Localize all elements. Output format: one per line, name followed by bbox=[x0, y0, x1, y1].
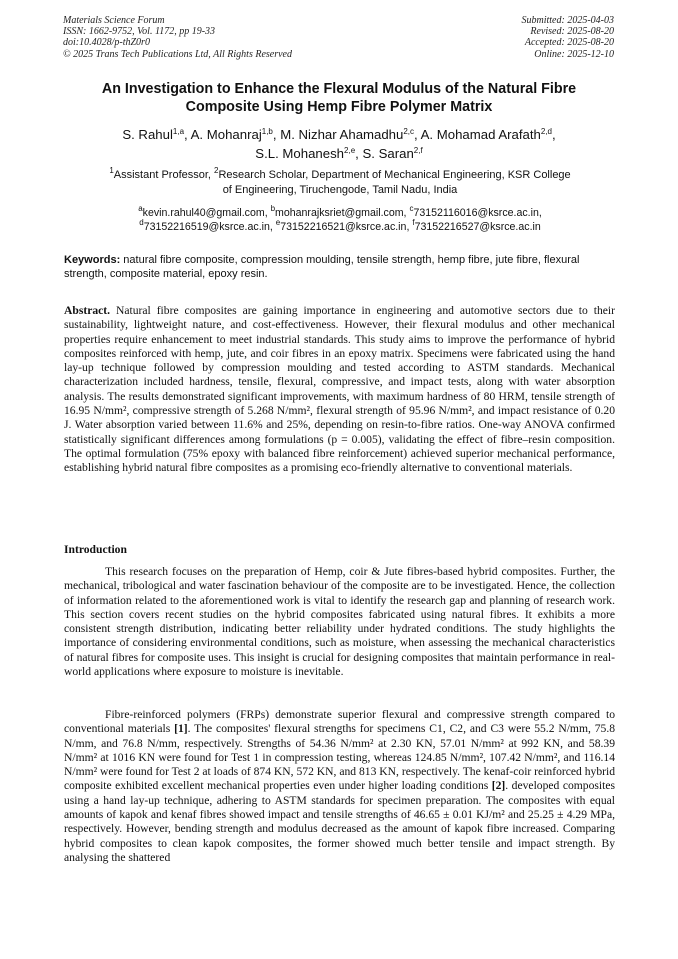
author-emails: $^a$kevin.rahul40@gmail.com, $^b$mohanrajksriet@gmail.com, $^c$73152116016@ksrce.ac.in, $^d$73152216519@ksrce.ac.in, $^e$73152216521@ksrce.ac.in, $^f$73152216527@ksrce.ac.in bbox=[138, 204, 542, 233]
keywords bbox=[64, 253, 616, 281]
email-c[interactable]: $^c$73152116016@ksrce.ac.in bbox=[409, 204, 539, 219]
citation-2[interactable]: [2] bbox=[491, 779, 506, 793]
email-a[interactable]: $^a$kevin.rahul40@gmail.com bbox=[138, 204, 265, 219]
paper-title bbox=[60, 80, 618, 116]
author-list bbox=[55, 125, 623, 163]
introduction-paragraph-1: This research focuses on the preparation of Hemp, coir & Jute fibres-based hybrid composites. Further, the mechanical, tribological and water fascination behaviour of the composite are to be investigated. Hence, the collection of information related to the aforementioned work is vital to identify the research gap and planning of research work. This section covers recent studies on the hybrid composites fabricated using natural fibres. It exhibits a more consistent strength distribution, indicating better reliability under hydrated conditions. The study highlights the importance of considering environmental conditions, such as moisture, when assessing the mechanical characteristics of natural fibres for composite uses. This insight is crucial for designing composites that maintain performance in real-world applications where exposure to moisture is inevitable. bbox=[64, 565, 615, 679]
citation-1[interactable]: [1] bbox=[174, 722, 188, 736]
online-date: Online: 2025-12-10 bbox=[534, 48, 614, 60]
author-4: A. Mohamad Arafath$^{2,d}$, bbox=[420, 127, 556, 142]
keywords-label: Keywords: bbox=[64, 254, 121, 266]
email-e[interactable]: $^e$73152216521@ksrce.ac.in bbox=[275, 218, 407, 233]
title-line-2: Composite Using Hemp Fibre Polymer Matrix bbox=[185, 99, 493, 115]
journal-name: Materials Science Forum bbox=[63, 15, 165, 26]
introduction-heading: Introduction bbox=[64, 543, 127, 556]
author-2: A. Mohanraj$^{1,b}$, bbox=[190, 127, 281, 142]
publication-dates bbox=[522, 15, 615, 60]
abstract-text: Natural fibre composites are gaining importance in engineering and automotive sectors due to their sustainability, lightweight nature, and cost-effectiveness. However, their flexural modulus and other mechanical properties require enhancement to meet industrial standards. This study aims to improve the performance of hybrid composites reinforced with hemp, jute, and coir fibres in an epoxy matrix. Specimens were fabricated using the hand lay-up technique followed by compression moulding and tested according to ASTM standards. Mechanical characterization included hardness, tensile, flexural, compressive, and impact tests, along with water absorption analysis. The results demonstrated significant improvements, with maximum hardness of 80 HRM, tensile strength of 16.95 N/mm², compressive strength of 5.268 N/mm², flexural strength of 95.96 N/mm², and impact resistance of 0.20 J. Water absorption varied between 11.6% and 25%, depending on resin-to-fibre ratios. One-way ANOVA confirmed statistically significant differences among formulations (p = 0.005), validating the effect of fibre–resin composition. The optimal formulation (75% epoxy with balanced fibre reinforcement) achieved superior mechanical performance, establishing hybrid natural fibre composites as a promising eco-friendly alternative to conventional materials. bbox=[64, 304, 615, 475]
introduction-paragraph-2: Fibre-reinforced polymers (FRPs) demonstrate superior flexural and compressive strength compared to conventional materials [1]. The composites' flexural strengths for specimens C1, C2, and C3 were 55.2 N/mm, 75.8 N/mm, and 76.8 N/mm, respectively. Strengths of 54.36 N/mm² at 2.30 KN, 57.01 N/mm² at 992 KN, and 58.39 N/mm² at 1016 KN were found for Test 1 in compression testing, whereas 124.85 N/mm², 107.42 N/mm², and 116.14 N/mm² were found for Test 2 at loads of 874 KN, 572 KN, and 813 KN, respectively. The kenaf-coir reinforced hybrid composite exhibited excellent mechanical properties even under higher loading conditions [2]. developed composites using a hand lay-up technique, adhering to ASTM standards for specimen preparation. The composites with equal amounts of kapok and kenaf fibres showed impact and tensile strengths of 46.65 ± 0.01 KJ/m² and 25.25 ± 4.29 MPa, respectively. However, bending strength and modulus decreased as the amount of kapok fibre increased. Comparing hybrid composites to clean kapok composites, the former showed much better tensile and impact strength. By analysing the shattered bbox=[64, 708, 616, 864]
email-d[interactable]: $^d$73152216519@ksrce.ac.in bbox=[139, 218, 270, 233]
issn-volume: ISSN: 1662-9752, Vol. 1172, pp 19-33 bbox=[63, 26, 216, 38]
author-3: M. Nizhar Ahamadhu$^{2,c}$, bbox=[280, 127, 421, 142]
abstract-label: Abstract. bbox=[64, 304, 111, 317]
affiliation-line-2: of Engineering, Tiruchengode, Tamil Nadu, India bbox=[222, 183, 458, 196]
revised-date: Revised: 2025-08-20 bbox=[530, 26, 614, 38]
abstract bbox=[64, 304, 615, 476]
author-5: S.L. Mohanesh$^{2,e}$, bbox=[255, 146, 363, 161]
keywords-text: natural fibre composite, compression moulding, tensile strength, hemp fibre, jute fibre, flexural strength, composite material, epoxy resin. bbox=[64, 254, 580, 280]
title-line-1: An Investigation to Enhance the Flexural Modulus of the Natural Fibre bbox=[101, 81, 577, 97]
affiliation bbox=[64, 168, 616, 197]
author-6: S. Saran$^{2,f}$ bbox=[362, 146, 423, 161]
doi[interactable]: doi:10.4028/p-thZ0r0 bbox=[63, 37, 150, 49]
email-b[interactable]: $^b$mohanrajksriet@gmail.com bbox=[270, 204, 404, 219]
copyright: © 2025 Trans Tech Publications Ltd, All Rights Reserved bbox=[63, 48, 292, 60]
journal-header bbox=[63, 15, 292, 60]
submitted-date: Submitted: 2025-04-03 bbox=[521, 15, 614, 26]
affiliation-line-1: $^1$Assistant Professor, $^2$Research Scholar, Department of Mechanical Engineering, KSR College bbox=[109, 166, 571, 181]
accepted-date: Accepted: 2025-08-20 bbox=[524, 37, 614, 49]
email-f[interactable]: $^f$73152216527@ksrce.ac.in bbox=[412, 218, 541, 233]
author-1: S. Rahul$^{1,a}$, bbox=[122, 127, 191, 142]
